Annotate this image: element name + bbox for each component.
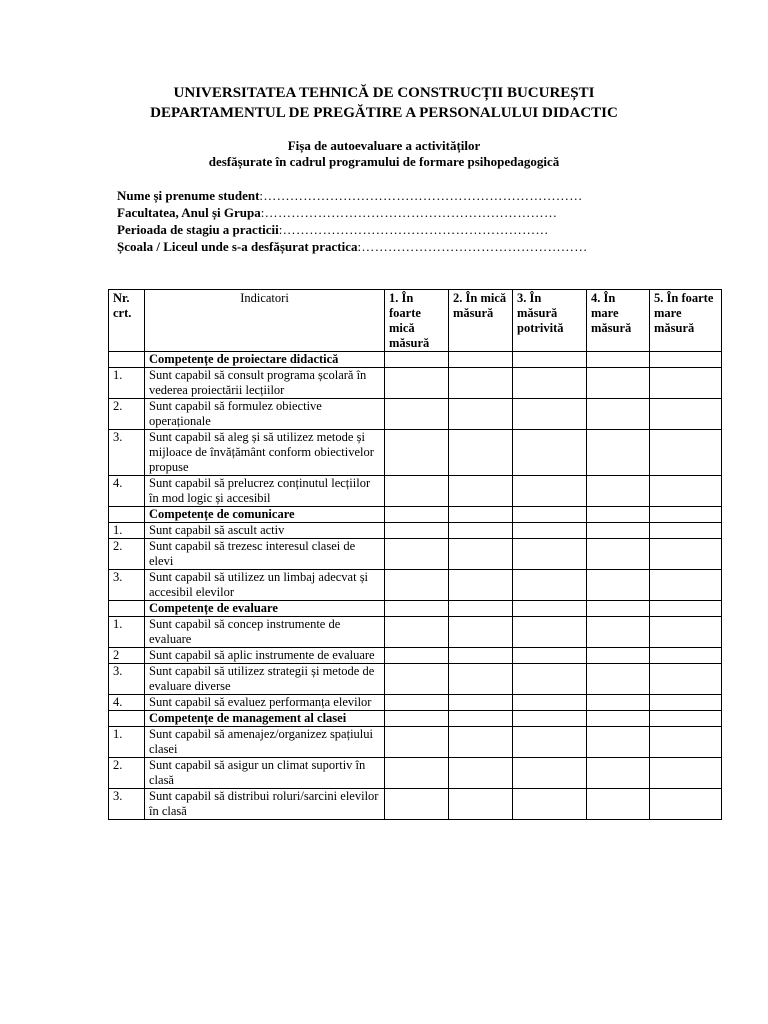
header-indicators: Indicatori [145,290,385,352]
section-row [109,352,722,368]
section-empty-cell [385,352,449,368]
rating-cell-2[interactable] [449,523,513,539]
institution-header [0,83,768,123]
field-blank[interactable]: :………………………………………………………… [260,205,558,220]
field-label: Facultatea, Anul și Grupa [117,205,261,220]
rating-cell-1[interactable] [385,523,449,539]
section-empty-cell [650,507,722,523]
rating-cell-5[interactable] [650,570,722,601]
rating-cell-1[interactable] [385,399,449,430]
table-row [109,789,722,820]
section-empty-cell [449,507,513,523]
header-nr: Nr. crt. [109,290,145,352]
rating-cell-5[interactable] [650,523,722,539]
rating-cell-2[interactable] [449,539,513,570]
section-row [109,601,722,617]
rating-cell-5[interactable] [650,368,722,399]
indicator-text: Sunt capabil să prelucrez conținutul lecțiilor în mod logic și accesibil [145,476,385,507]
row-number: 3. [109,664,145,695]
row-number: 2. [109,758,145,789]
rating-cell-1[interactable] [385,727,449,758]
rating-cell-2[interactable] [449,399,513,430]
rating-cell-2[interactable] [449,727,513,758]
rating-cell-5[interactable] [650,476,722,507]
header-scale-5: 5. În foarte mare măsură [650,290,722,352]
header-scale-2: 2. În mică măsură [449,290,513,352]
field-label: Perioada de stagiu a practicii [117,222,279,237]
section-nr-cell [109,711,145,727]
section-title: Competențe de proiectare didactică [145,352,385,368]
rating-cell-5[interactable] [650,695,722,711]
rating-cell-1[interactable] [385,695,449,711]
rating-cell-3[interactable] [513,727,587,758]
form-title-line2: desfășurate în cadrul programului de formare psihopedagogică [208,154,560,169]
rating-cell-2[interactable] [449,430,513,476]
rating-cell-5[interactable] [650,727,722,758]
rating-cell-2[interactable] [449,758,513,789]
row-number: 3. [109,570,145,601]
table-row [109,368,722,399]
table-row [109,758,722,789]
rating-cell-4[interactable] [587,570,650,601]
indicator-text: Sunt capabil să ascult activ [145,523,385,539]
rating-cell-3[interactable] [513,430,587,476]
rating-cell-5[interactable] [650,399,722,430]
rating-cell-3[interactable] [513,399,587,430]
table-row [109,523,722,539]
section-nr-cell [109,601,145,617]
rating-cell-1[interactable] [385,758,449,789]
rating-cell-1[interactable] [385,539,449,570]
rating-cell-3[interactable] [513,758,587,789]
section-empty-cell [385,507,449,523]
table-row [109,399,722,430]
row-number: 4. [109,476,145,507]
indicator-text: Sunt capabil să aleg și să utilizez metode și mijloace de învățământ conform obiectivelor propuse [145,430,385,476]
indicator-text: Sunt capabil să trezesc interesul clasei de elevi [145,539,385,570]
table-row [109,539,722,570]
field-faculty-year-group[interactable] [117,204,588,221]
table-row [109,430,722,476]
rating-cell-4[interactable] [587,758,650,789]
indicator-text: Sunt capabil să aplic instrumente de evaluare [145,648,385,664]
rating-cell-1[interactable] [385,570,449,601]
rating-cell-4[interactable] [587,539,650,570]
field-school[interactable] [117,238,588,255]
rating-cell-4[interactable] [587,648,650,664]
row-number: 2 [109,648,145,664]
section-empty-cell [587,601,650,617]
field-practice-period[interactable] [117,221,588,238]
section-empty-cell [587,507,650,523]
rating-cell-5[interactable] [650,430,722,476]
evaluation-table [108,289,722,820]
rating-cell-1[interactable] [385,664,449,695]
row-number: 4. [109,695,145,711]
header-scale-3: 3. În măsură potrivită [513,290,587,352]
rating-cell-1[interactable] [385,648,449,664]
table-row [109,617,722,648]
table-row [109,695,722,711]
rating-cell-1[interactable] [385,430,449,476]
rating-cell-4[interactable] [587,523,650,539]
field-student-name[interactable] [117,187,588,204]
row-number: 3. [109,789,145,820]
section-empty-cell [513,601,587,617]
row-number: 2. [109,399,145,430]
field-blank[interactable]: :……………………………………………………………… [259,188,583,203]
section-row [109,507,722,523]
form-title [0,138,768,170]
rating-cell-2[interactable] [449,789,513,820]
section-empty-cell [385,601,449,617]
rating-cell-5[interactable] [650,789,722,820]
section-empty-cell [587,711,650,727]
rating-cell-4[interactable] [587,399,650,430]
rating-cell-1[interactable] [385,617,449,648]
section-empty-cell [587,352,650,368]
rating-cell-3[interactable] [513,539,587,570]
table-header-row [109,290,722,352]
indicator-text: Sunt capabil să amenajez/organizez spațiului clasei [145,727,385,758]
rating-cell-4[interactable] [587,476,650,507]
section-nr-cell [109,507,145,523]
section-empty-cell [513,352,587,368]
rating-cell-3[interactable] [513,617,587,648]
rating-cell-2[interactable] [449,617,513,648]
rating-cell-2[interactable] [449,664,513,695]
rating-cell-5[interactable] [650,617,722,648]
section-empty-cell [513,711,587,727]
university-name: UNIVERSITATEA TEHNICĂ DE CONSTRUCȚII BUCUREȘTI [173,85,595,101]
rating-cell-3[interactable] [513,648,587,664]
rating-cell-1[interactable] [385,789,449,820]
header-scale-4: 4. În mare măsură [587,290,650,352]
section-empty-cell [513,507,587,523]
table-row [109,476,722,507]
section-title: Competențe de comunicare [145,507,385,523]
section-title: Competențe de evaluare [145,601,385,617]
field-blank[interactable]: :…………………………………………………… [278,222,549,237]
rating-cell-2[interactable] [449,570,513,601]
rating-cell-3[interactable] [513,476,587,507]
rating-cell-4[interactable] [587,789,650,820]
rating-cell-1[interactable] [385,368,449,399]
indicator-text: Sunt capabil să asigur un climat suportiv în clasă [145,758,385,789]
rating-cell-4[interactable] [587,368,650,399]
form-title-line1: Fișa de autoevaluare a activităților [287,138,481,153]
section-empty-cell [385,711,449,727]
student-info-fields [117,187,588,255]
rating-cell-3[interactable] [513,570,587,601]
section-title: Competențe de management al clasei [145,711,385,727]
field-label: Nume și prenume student [117,188,260,203]
row-number: 3. [109,430,145,476]
row-number: 1. [109,617,145,648]
rating-cell-3[interactable] [513,664,587,695]
indicator-text: Sunt capabil să utilizez strategii și metode de evaluare diverse [145,664,385,695]
table-row [109,727,722,758]
department-name: DEPARTAMENTUL DE PREGĂTIRE A PERSONALULUI DIDACTIC [150,105,618,121]
table-row [109,648,722,664]
rating-cell-5[interactable] [650,758,722,789]
indicator-text: Sunt capabil să evaluez performanța elevilor [145,695,385,711]
rating-cell-2[interactable] [449,476,513,507]
section-nr-cell [109,352,145,368]
rating-cell-3[interactable] [513,789,587,820]
section-empty-cell [650,711,722,727]
rating-cell-2[interactable] [449,695,513,711]
indicator-text: Sunt capabil să consult programa școlară în vederea proiectării lecțiilor [145,368,385,399]
table-row [109,664,722,695]
table-body [109,352,722,820]
rating-cell-2[interactable] [449,368,513,399]
indicator-text: Sunt capabil să concep instrumente de evaluare [145,617,385,648]
row-number: 1. [109,727,145,758]
row-number: 2. [109,539,145,570]
indicator-text: Sunt capabil să formulez obiective operaționale [145,399,385,430]
rating-cell-5[interactable] [650,648,722,664]
rating-cell-4[interactable] [587,695,650,711]
rating-cell-4[interactable] [587,664,650,695]
rating-cell-5[interactable] [650,539,722,570]
rating-cell-4[interactable] [587,617,650,648]
section-empty-cell [650,601,722,617]
section-empty-cell [449,352,513,368]
rating-cell-3[interactable] [513,695,587,711]
section-empty-cell [449,711,513,727]
field-label: Școala / Liceul unde s-a desfășurat practica [117,239,358,254]
row-number: 1. [109,368,145,399]
section-empty-cell [449,601,513,617]
rating-cell-2[interactable] [449,648,513,664]
indicator-text: Sunt capabil să utilizez un limbaj adecvat și accesibil elevilor [145,570,385,601]
rating-cell-3[interactable] [513,368,587,399]
section-empty-cell [650,352,722,368]
field-blank[interactable]: :…………………………………………… [357,239,588,254]
rating-cell-1[interactable] [385,476,449,507]
rating-cell-5[interactable] [650,664,722,695]
rating-cell-3[interactable] [513,523,587,539]
rating-cell-4[interactable] [587,727,650,758]
indicator-text: Sunt capabil să distribui roluri/sarcini elevilor în clasă [145,789,385,820]
rating-cell-4[interactable] [587,430,650,476]
table-row [109,570,722,601]
section-row [109,711,722,727]
header-scale-1: 1. În foarte mică măsură [385,290,449,352]
row-number: 1. [109,523,145,539]
